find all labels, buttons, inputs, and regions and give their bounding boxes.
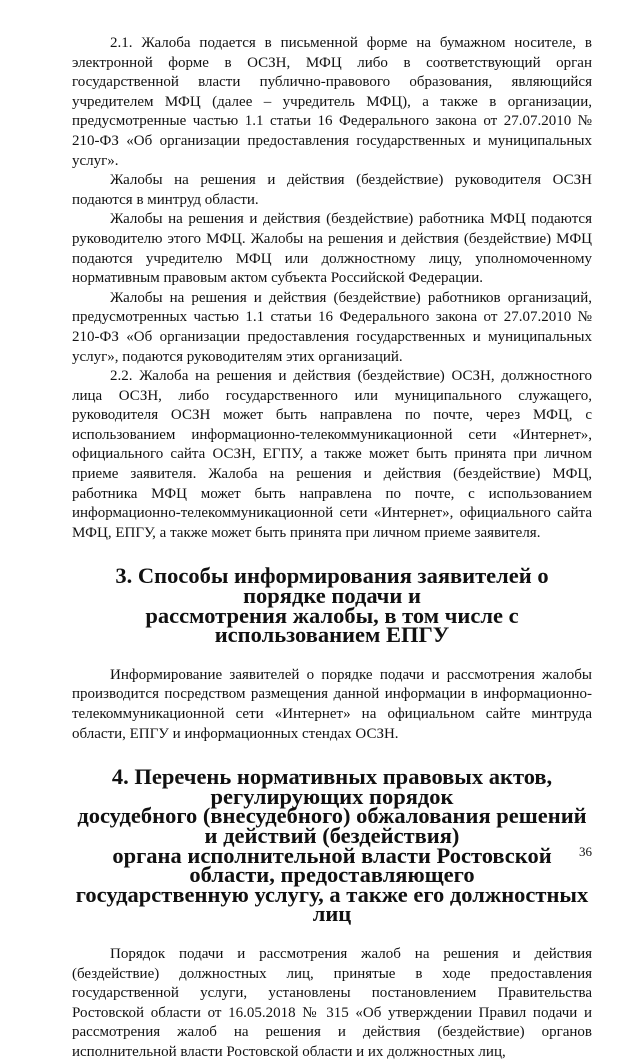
section-4-heading-line: досудебного (внесудебного) обжалования решений и действий (бездействия) xyxy=(77,803,587,848)
spacer xyxy=(72,924,592,945)
paragraph-complaints-head: Жалобы на решения и действия (бездействие) руководителя ОСЗН подаются в минтруд области. xyxy=(72,172,592,208)
section-3-heading xyxy=(72,563,592,648)
paragraph-2-1: 2.1. Жалоба подается в письменной форме на бумажном носителе, в электронной форме в ОСЗН, МФЦ либо в соответствующий орган государственной власти публично-правового образования, являющийся учредителем МФЦ (далее – учредитель МФЦ), а также в организации, предусмотренные частью 1.1 статьи 16 Федерального закона от 27.07.2010 № 210-ФЗ «Об организации предоставления государственных и муниципальных услуг». xyxy=(72,35,592,169)
section-3-heading-line: рассмотрения жалобы, в том числе с использованием ЕПГУ xyxy=(145,602,519,648)
section-4-heading-line: 4. Перечень нормативных правовых актов, регулирующих порядок xyxy=(111,764,553,809)
spacer xyxy=(72,645,592,666)
page-number: 36 xyxy=(579,844,592,859)
paragraph-complaint-procedure: Порядок подачи и рассмотрения жалоб на решения и действия (бездействие) должностных лиц, принятые в ходе предоставления государственной услуги, установлены постановлением Правительства Ростовской области от 16.05.2018 № 315 «Об утверждении Правил подачи и рассмотрения жалоб на решения и действия (бездействие) органов исполнительной власти Ростовской области и их должностных лиц, xyxy=(72,945,592,1060)
section-4-heading-line: государственную услугу, а также его должностных лиц xyxy=(75,881,589,927)
paragraph-2-2: 2.2. Жалоба на решения и действия (бездействие) ОСЗН, должностного лица ОСЗН, либо государственного или муниципального служащего, руководителя ОСЗН может быть направлена по почте, через МФЦ, с использованием информационно-телекоммуникационной сети «Интернет», официального сайта ОСЗН, ЕГПУ, а также может быть принята при личном приеме заявителя. Жалоба на решения и действия (бездействие) МФЦ, работника МФЦ может быть направлена по почте, с использованием информационно-телекоммуникационной сети «Интернет», официального сайта МФЦ, ЕПГУ, а также может быть принята при личном приеме заявителя. xyxy=(72,368,592,541)
paragraph-complaints-organizations: Жалобы на решения и действия (бездействие) работников организаций, предусмотренных частью 1.1 статьи 16 Федерального закона от 27.07.2010 № 210-ФЗ «Об организации предоставления государственных и муниципальных услуг», подаются руководителям этих организаций. xyxy=(72,289,592,365)
section-3-heading-line: 3. Способы информирования заявителей о порядке подачи и xyxy=(115,563,549,609)
section-4-heading-line: органа исполнительной власти Ростовской области, предоставляющего xyxy=(112,842,552,888)
paragraph-complaints-mfc: Жалобы на решения и действия (бездействие) работника МФЦ подаются руководителю этого МФЦ. Жалобы на решения и действия (бездействие) МФЦ подаются учредителю МФЦ или должностному лицу, уполномоченному нормативным правовым актом субъекта Российской Федерации. xyxy=(72,211,592,287)
section-4-heading xyxy=(72,764,592,927)
paragraph-informing: Информирование заявителей о порядке подачи и рассмотрения жалобы производится посредством размещения данной информации в информационно-телекоммуникационной сети «Интернет» на официальном сайте минтруда области, ЕПГУ и информационных стендах ОСЗН. xyxy=(72,666,592,742)
